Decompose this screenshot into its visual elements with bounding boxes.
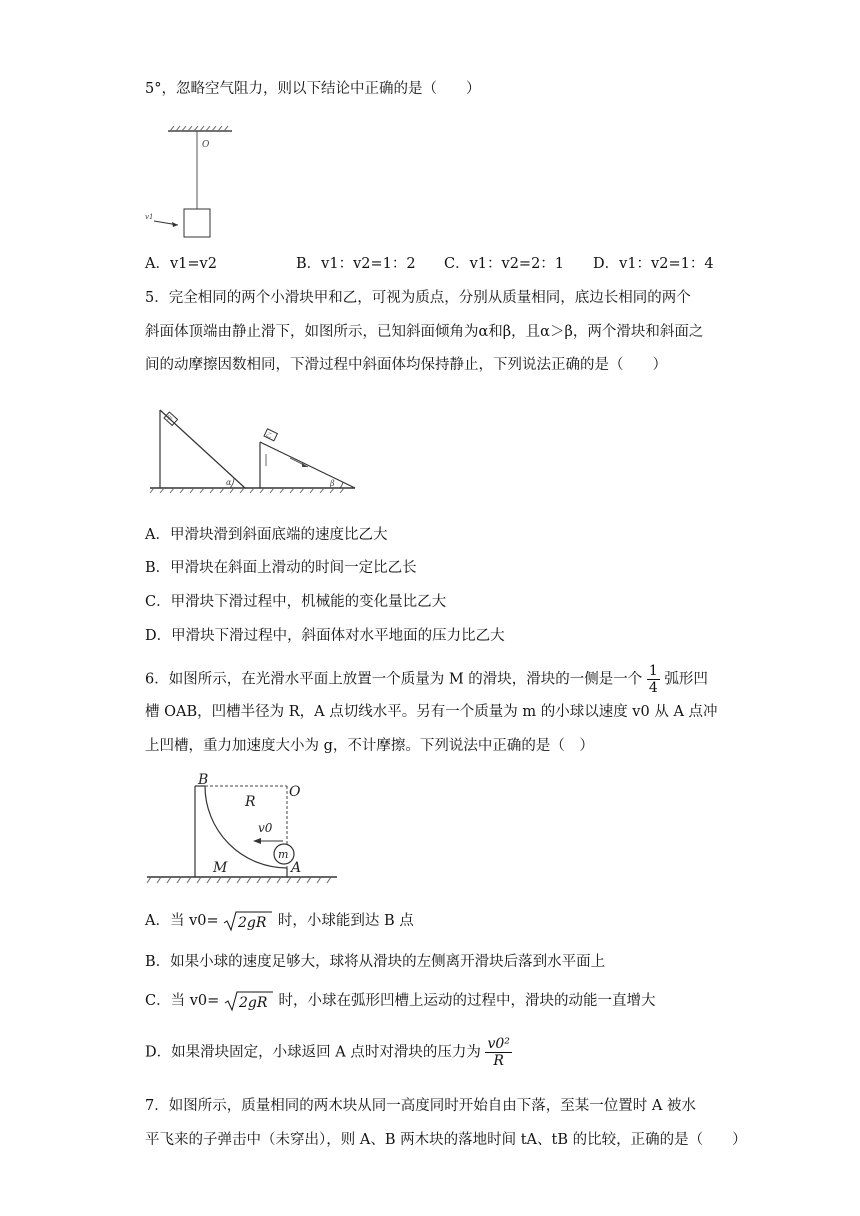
label-alpha: α [226, 478, 232, 487]
q6-option-b[interactable]: B．如果小球的速度足够大，球将从滑块的左侧离开滑块后落到水平面上 [145, 954, 606, 970]
q6-option-a-prefix: A．当 v0= [145, 913, 219, 929]
q4-option-b[interactable]: B．v1：v2=1：2 [296, 256, 416, 272]
label-beta: β [330, 479, 335, 488]
label-jia: 甲 [164, 414, 174, 424]
label-yi: 乙 [264, 431, 273, 440]
q6-option-d-prefix: D．如果滑块固定，小球返回 A 点时对滑块的压力为 [145, 1044, 481, 1061]
q5-stem-line-2: 斜面体顶端由静止滑下，如图所示，已知斜面倾角为α和β，且α＞β，两个滑块和斜面之 [145, 324, 704, 340]
q5-stem-line-3: 间的动摩擦因数相同，下滑过程中斜面体均保持静止，下列说法正确的是（ ） [145, 357, 667, 373]
label-o: O [202, 140, 210, 150]
q6-option-a-suffix: 时，小球能到达 B 点 [277, 913, 414, 929]
label-big-m: M [213, 860, 228, 876]
label-r: R [245, 794, 256, 810]
label-m: m [278, 848, 289, 861]
q7-stem-line-2: 平飞来的子弹击中（未穿出），则 A、B 两木块的落地时间 tA、tB 的比较，正确的是（ ） [145, 1132, 747, 1148]
sqrt-radicand: 2gR [238, 995, 268, 1011]
sqrt-2gr-icon [224, 990, 274, 1012]
label-v0: v0 [258, 821, 273, 835]
q6-option-d[interactable] [145, 1036, 512, 1069]
groove-figure [145, 768, 345, 888]
q4-stem-tail: 5°，忽略空气阻力，则以下结论中正确的是（ ） [145, 81, 481, 97]
fraction-numerator: v0² [487, 1036, 510, 1052]
label-o-center: O [289, 784, 301, 800]
q4-option-c[interactable]: C．v1：v2=2：1 [444, 256, 565, 272]
fraction-denominator: R [493, 1053, 504, 1069]
q6-option-c-suffix: 时，小球在弧形凹槽上运动的过程中，滑块的动能一直增大 [278, 993, 656, 1009]
q6-option-c[interactable] [145, 990, 656, 1012]
sqrt-radicand: 2gR [238, 915, 267, 931]
q6-stem-line-2: 槽 OAB，凹槽半径为 R，A 点切线水平。另有一个质量为 m 的小球以速度 v0 从 A 点冲 [145, 704, 718, 720]
pendulum-figure [140, 125, 240, 245]
q5-option-d[interactable]: D．甲滑块下滑过程中，斜面体对水平地面的压力比乙大 [145, 628, 505, 644]
fraction-denominator: 4 [648, 680, 658, 696]
label-b: B [198, 772, 209, 788]
q5-option-c[interactable]: C．甲滑块下滑过程中，机械能的变化量比乙大 [145, 594, 447, 610]
label-a: A [291, 860, 302, 876]
q6-stem-line-1b: 弧形凹 [664, 671, 708, 688]
q5-option-b[interactable]: B．甲滑块在斜面上滑动的时间一定比乙长 [145, 560, 417, 576]
label-v1: v1 [145, 213, 154, 221]
q6-option-a[interactable] [145, 910, 414, 932]
q4-option-d[interactable]: D．v1：v2=1：4 [593, 256, 714, 272]
q6-stem-line-3: 上凹槽，重力加速度大小为 g，不计摩擦。下列说法中正确的是（ ） [145, 738, 594, 754]
sqrt-2gr-icon [223, 910, 273, 932]
q5-option-a[interactable]: A．甲滑块滑到斜面底端的速度比乙大 [145, 527, 388, 543]
q6-stem-line-1a: 6．如图所示，在光滑水平面上放置一个质量为 M 的滑块，滑块的一侧是一个 [145, 671, 643, 688]
incline-figure [150, 402, 360, 494]
v0-squared-over-r [485, 1036, 511, 1069]
quarter-fraction [647, 663, 660, 696]
fraction-numerator: 1 [648, 663, 658, 679]
q4-option-a[interactable]: A．v1=v2 [145, 256, 217, 272]
q6-option-c-prefix: C．当 v0= [145, 993, 220, 1009]
q6-stem-line-1 [145, 663, 708, 696]
q7-stem-line-1: 7．如图所示，质量相同的两木块从同一高度同时开始自由下落，至某一位置时 A 被水 [145, 1098, 696, 1114]
q5-stem-line-1: 5．完全相同的两个小滑块甲和乙，可视为质点，分别从质量相同，底边长相同的两个 [145, 290, 691, 306]
